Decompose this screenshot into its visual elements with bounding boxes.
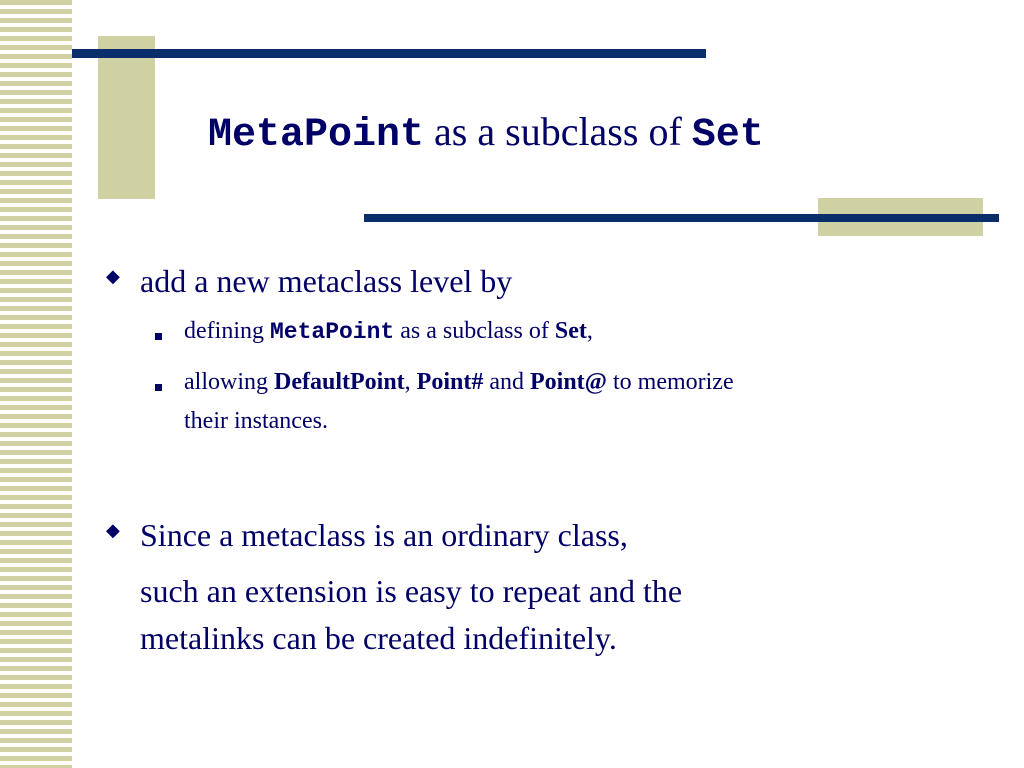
sub2-line-1 [184,366,984,398]
sub1-set: Set [554,318,587,344]
sub-bullet-2-text [184,366,984,437]
sub2-comma: , [404,369,417,395]
title-accent-block [98,36,155,199]
title-metapoint: MetaPoint [208,113,425,158]
title-middle: as a subclass of [424,109,692,154]
square-bullet-icon [155,384,162,391]
top-rule [72,49,706,58]
sub2-to-memorize: to memorize [606,369,734,395]
sub2-defaultpoint: DefaultPoint [274,369,405,395]
diamond-bullet-icon: ◆ [106,520,120,541]
sub2-and: and [483,369,530,395]
bullet-2-text: Since a metaclass is an ordinary class, [140,517,628,553]
sub1-middle: as a subclass of [394,318,555,344]
sub2-point-at: Point@ [529,369,607,395]
bullet-1-text: add a new metaclass level by [140,263,513,299]
left-stripes-decoration [0,0,72,768]
bottom-rule [364,214,999,222]
bullet-2-continuation-1: such an extension is easy to repeat and the [140,573,683,609]
sub2-point-hash: Point# [416,369,484,395]
sub1-defining: defining [184,318,270,344]
title-set: Set [691,113,764,158]
sub1-comma: , [586,318,593,344]
sub2-allowing: allowing [184,369,274,395]
slide-title [208,108,968,160]
diamond-bullet-icon: ◆ [106,266,120,287]
sub1-metapoint: MetaPoint [269,319,395,345]
sub-bullet-1-text [184,315,593,348]
sub2-line-2: their instances. [184,408,328,434]
bullet-2-continuation-2: metalinks can be created indefinitely. [140,620,617,656]
square-bullet-icon [155,333,162,340]
